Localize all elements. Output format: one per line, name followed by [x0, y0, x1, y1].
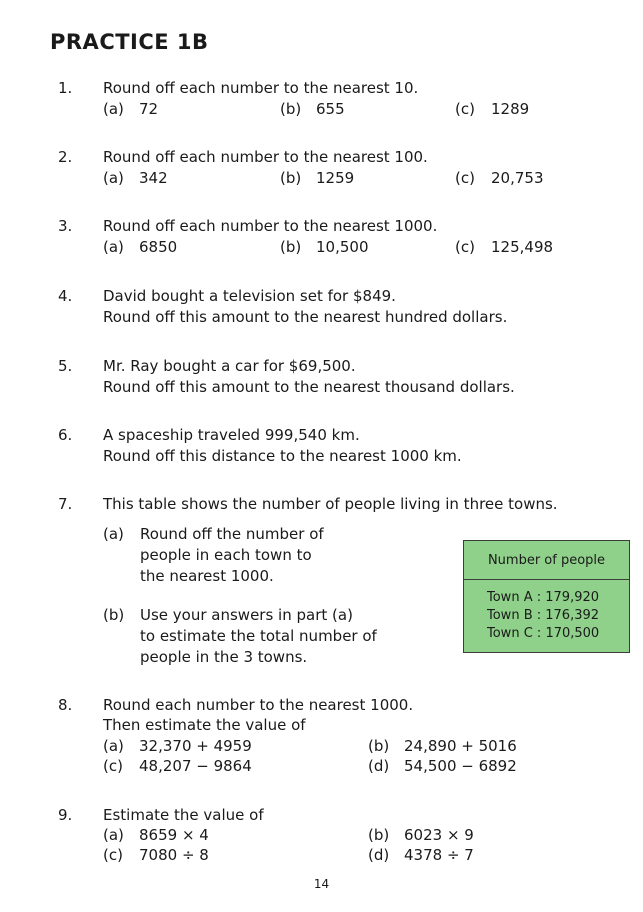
part-c	[103, 845, 209, 865]
part-label: (c)	[103, 846, 123, 864]
part-label: (c)	[455, 100, 475, 118]
part-a-line-3: the nearest 1000.	[140, 567, 274, 585]
part-value: 655	[316, 100, 345, 118]
part-label: (b)	[368, 737, 390, 755]
part-c	[103, 756, 252, 776]
part-label: (a)	[103, 100, 124, 118]
part-a	[103, 99, 158, 119]
question-line-1: A spaceship traveled 999,540 km.	[103, 426, 360, 444]
page-number: 14	[313, 877, 330, 891]
town-value: 179,920	[545, 590, 600, 605]
part-b	[368, 736, 517, 756]
part-b-line-1: Use your answers in part (a)	[140, 606, 353, 624]
question-text: This table shows the number of people living in three towns.	[103, 495, 558, 513]
page-title: PRACTICE 1B	[50, 30, 209, 54]
part-value: 20,753	[491, 169, 544, 187]
part-a-line-2: people in each town to	[140, 546, 312, 564]
question-number: 4.	[58, 287, 73, 305]
town-name: Town A	[487, 590, 533, 605]
part-a-line-1: Round off the number of	[140, 525, 324, 543]
part-label: (d)	[368, 846, 390, 864]
part-value: 125,498	[491, 238, 554, 256]
part-value: 10,500	[316, 238, 369, 256]
part-value: 1259	[316, 169, 355, 187]
part-c	[455, 168, 544, 188]
part-label: (a)	[103, 169, 124, 187]
part-value: 32,370 + 4959	[139, 737, 252, 755]
question-text: Estimate the value of	[103, 806, 264, 824]
part-value: 8659 × 4	[139, 826, 209, 844]
question-line-2: Round off this distance to the nearest 1000 km.	[103, 447, 462, 465]
part-value: 54,500 − 6892	[404, 757, 517, 775]
part-label: (c)	[455, 238, 475, 256]
part-a	[103, 825, 209, 845]
part-value: 7080 ÷ 8	[139, 846, 209, 864]
part-label: (c)	[455, 169, 475, 187]
part-b	[280, 237, 369, 257]
part-value: 4378 ÷ 7	[404, 846, 474, 864]
table-row: Town C : 170,500	[487, 626, 600, 641]
part-value: 48,207 − 9864	[139, 757, 252, 775]
question-text: Round off each number to the nearest 1000.	[103, 217, 438, 235]
question-number: 7.	[58, 495, 73, 513]
part-label: (a)	[103, 238, 124, 256]
table-header: Number of people	[464, 541, 629, 580]
part-value: 1289	[491, 100, 530, 118]
question-number: 8.	[58, 696, 73, 714]
town-value: 170,500	[545, 626, 600, 641]
part-label: (b)	[280, 100, 302, 118]
part-label-b: (b)	[103, 606, 125, 624]
part-b-line-2: to estimate the total number of	[140, 627, 377, 645]
question-number: 2.	[58, 148, 73, 166]
part-value: 342	[139, 169, 168, 187]
part-b	[280, 168, 354, 188]
part-b	[280, 99, 345, 119]
part-label: (d)	[368, 757, 390, 775]
part-label: (a)	[103, 826, 124, 844]
part-label: (c)	[103, 757, 123, 775]
part-label: (b)	[368, 826, 390, 844]
part-b	[368, 825, 474, 845]
question-number: 5.	[58, 357, 73, 375]
town-name: Town C	[487, 626, 533, 641]
part-value: 6850	[139, 238, 178, 256]
part-d	[368, 845, 474, 865]
question-text: Round off each number to the nearest 100.	[103, 148, 428, 166]
question-text: Round off each number to the nearest 10.	[103, 79, 419, 97]
part-value: 6023 × 9	[404, 826, 474, 844]
part-label-a: (a)	[103, 525, 124, 543]
part-a	[103, 736, 252, 756]
table-row: Town B : 176,392	[487, 608, 600, 623]
town-value: 176,392	[545, 608, 600, 623]
question-number: 9.	[58, 806, 73, 824]
town-name: Town B	[487, 608, 533, 623]
population-table	[463, 540, 630, 653]
part-value: 72	[139, 100, 159, 118]
question-line-1: David bought a television set for $849.	[103, 287, 396, 305]
part-label: (b)	[280, 238, 302, 256]
question-number: 1.	[58, 79, 73, 97]
question-line-1: Mr. Ray bought a car for $69,500.	[103, 357, 356, 375]
part-c	[455, 99, 529, 119]
question-number: 6.	[58, 426, 73, 444]
part-a	[103, 168, 168, 188]
question-line-2: Round off this amount to the nearest hundred dollars.	[103, 308, 508, 326]
part-value: 24,890 + 5016	[404, 737, 517, 755]
part-a	[103, 237, 177, 257]
question-line-1: Round each number to the nearest 1000.	[103, 696, 414, 714]
part-label: (b)	[280, 169, 302, 187]
part-b-line-3: people in the 3 towns.	[140, 648, 308, 666]
question-line-2: Round off this amount to the nearest thousand dollars.	[103, 378, 515, 396]
part-d	[368, 756, 517, 776]
question-number: 3.	[58, 217, 73, 235]
table-row: Town A : 179,920	[487, 590, 600, 605]
part-label: (a)	[103, 737, 124, 755]
question-line-2: Then estimate the value of	[103, 716, 306, 734]
part-c	[455, 237, 553, 257]
